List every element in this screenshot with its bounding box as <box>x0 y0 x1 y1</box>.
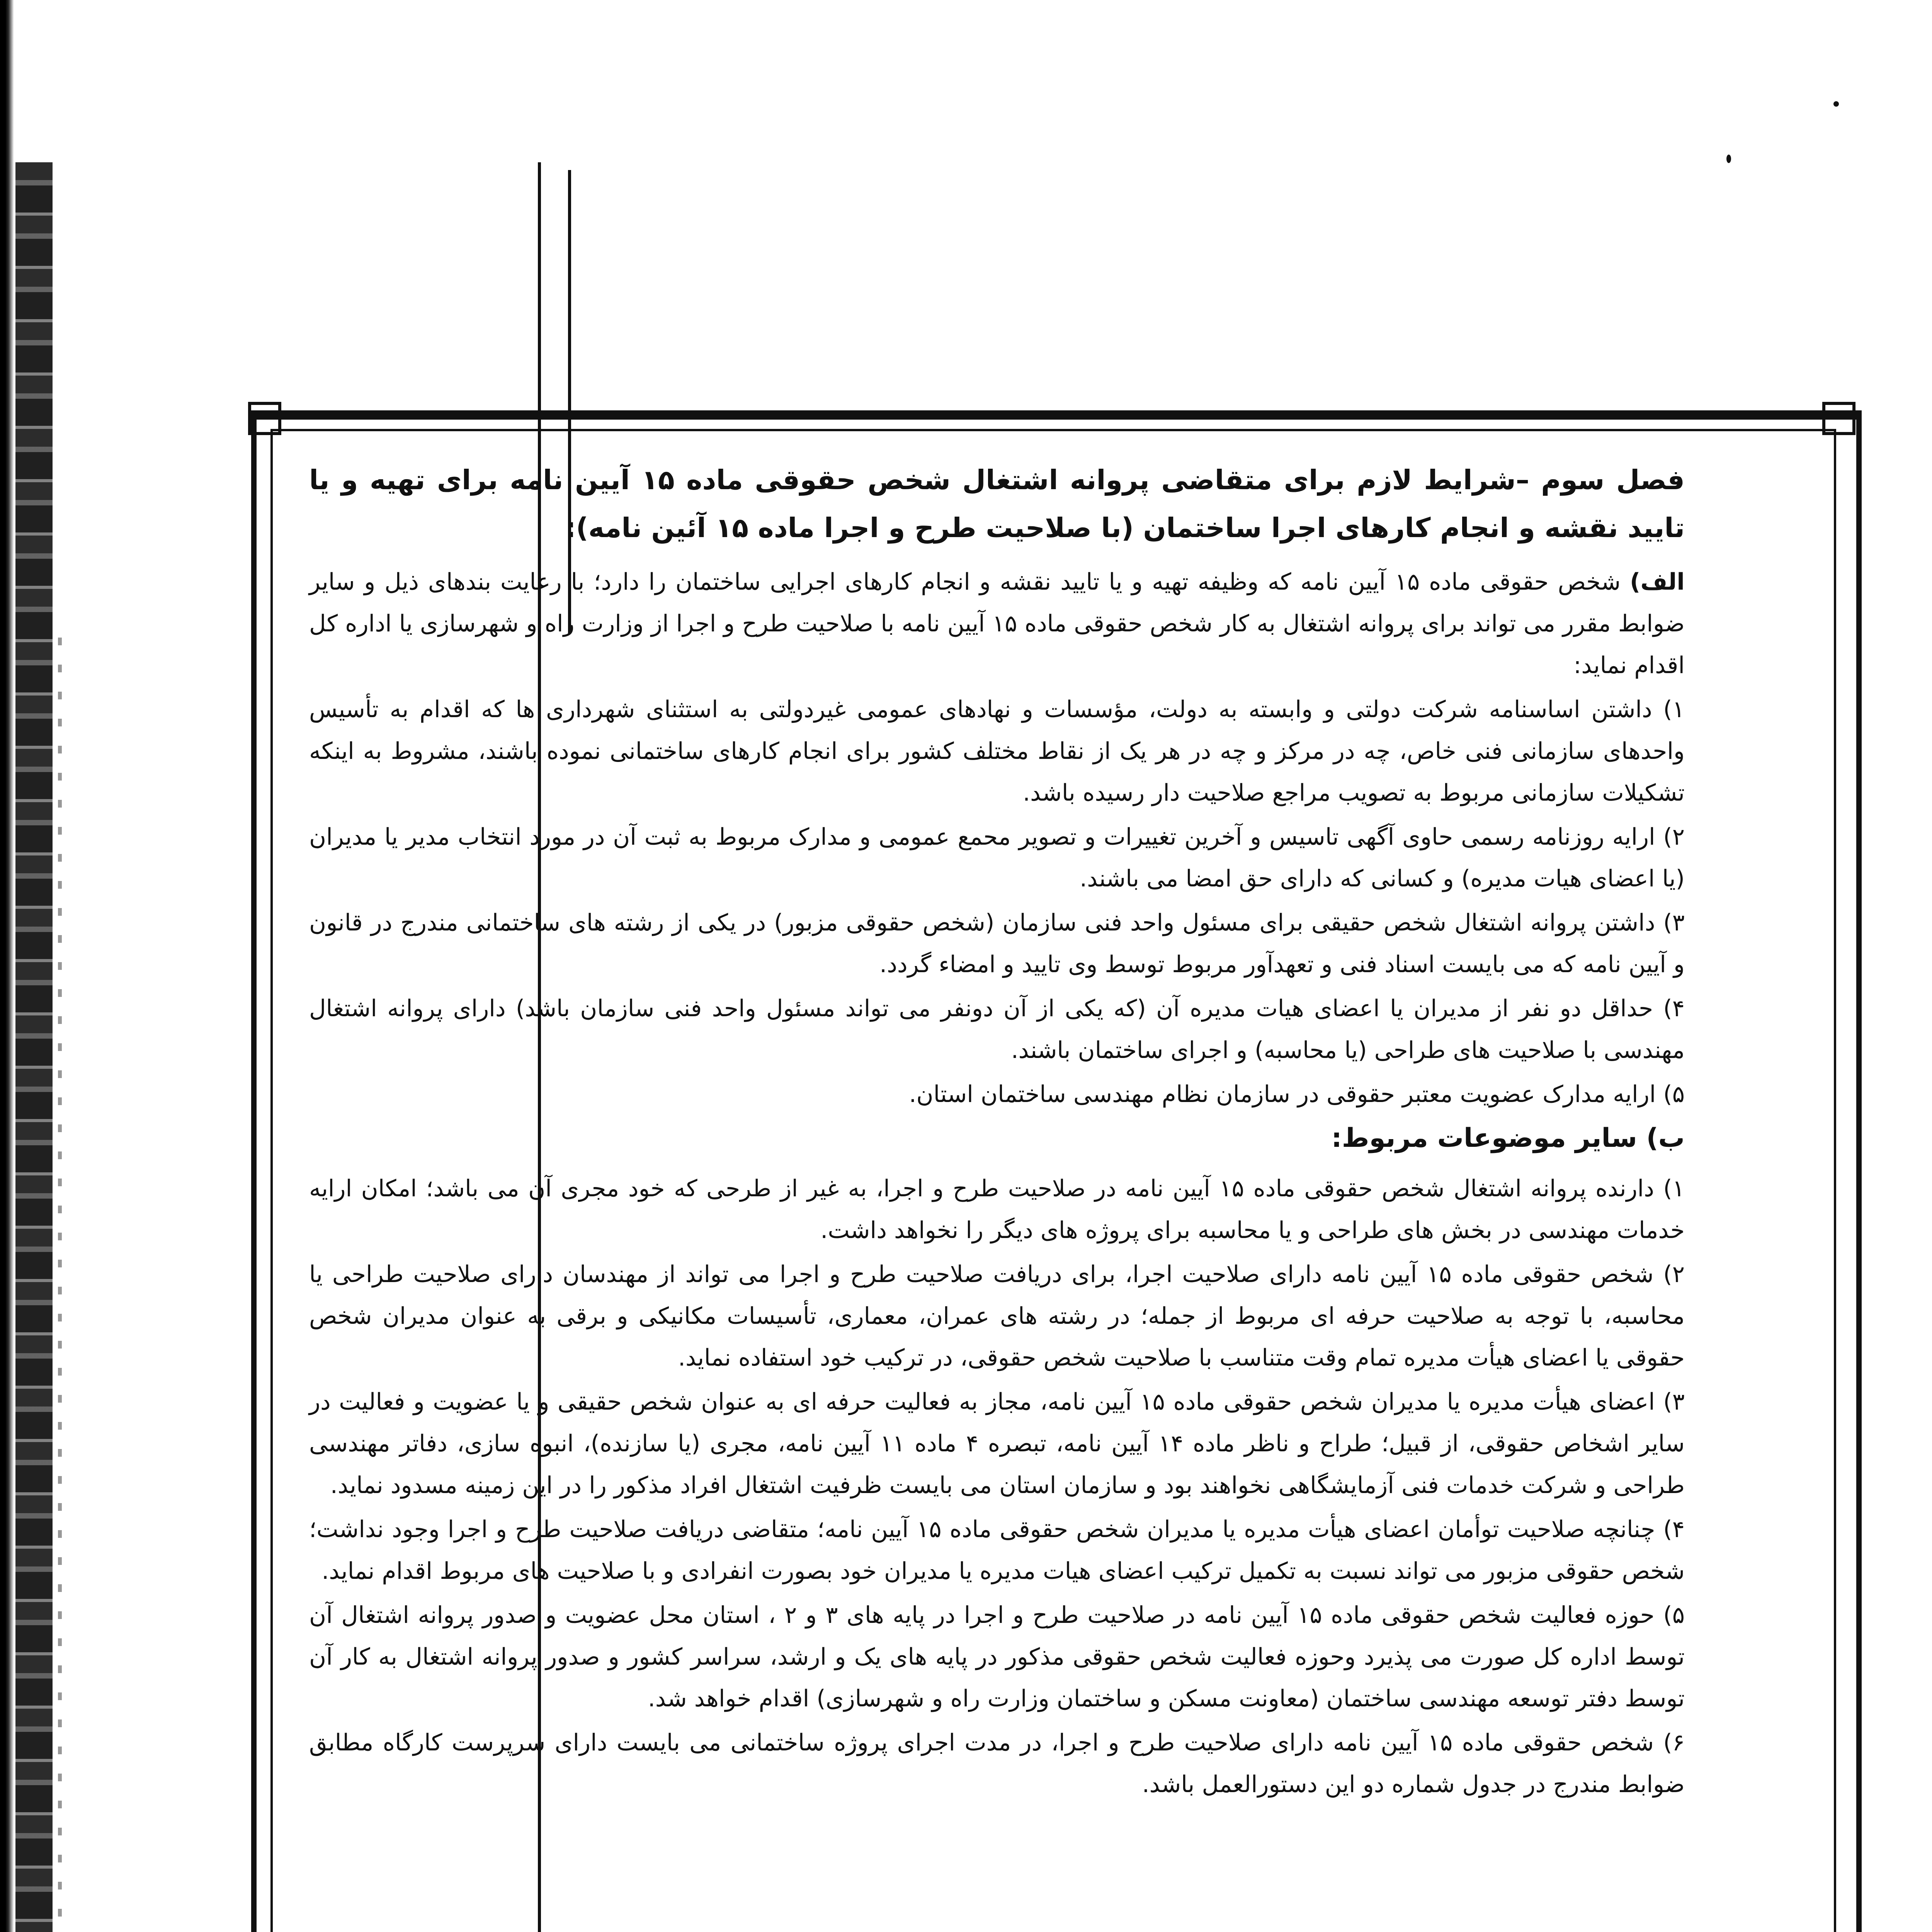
section-b-heading: ب) سایر موضوعات مربوط: <box>1331 1123 1685 1153</box>
section-a-item-5: ۵) ارایه مدارک عضویت معتبر حقوقی در سازمان نظام مهندسی ساختمان استان. <box>909 1081 1685 1108</box>
section-a-item-4: ۴) حداقل دو نفر از مدیران یا اعضای هیات مدیره آن (که یکی از آن دونفر می تواند مسئول واحد فنی سازمان باشد) دارای پروانه اشتغال مهندسی با صلاحیت های طراحی (یا محاسبه) و اجرای ساختمان باشند. <box>309 995 1685 1064</box>
section-a-item-2: ۲) ارایه روزنامه رسمی حاوی آگهی تاسیس و آخرین تغییرات و تصویر محمع عمومی و مدارک مربوط به ثبت آن در مورد انتخاب مدیر یا مدیران (یا اعضای هیات مدیره) و کسانی که دارای حق امضا می باشند. <box>309 823 1685 892</box>
scan-strip-artifact <box>58 638 62 1932</box>
section-b-item-3: ۳) اعضای هیأت مدیره یا مدیران شخص حقوقی ماده ۱۵ آیین نامه، مجاز به فعالیت حرفه ای به عنوان شخص حقیقی و یا عضویت و فعالیت در سایر اشخاص حقوقی، از قبیل؛ طراح و ناظر ماده ۱۴ آیین نامه، تبصره ۴ ماده ۱۱ آیین نامه، مجری (یا سازنده)، انبوه سازی، دفاتر مهندسی طراحی و شرکت خدمات فنی آزمایشگاهی نخواهند بود و سازمان استان می بایست ظرفیت اشتغال افراد مذکور را در این زمینه مسدود نماید. <box>309 1388 1685 1499</box>
frame-corner <box>1822 402 1855 435</box>
section-a-intro <box>309 561 1685 686</box>
section-b-item-4: ۴) چنانچه صلاحیت توأمان اعضای هیأت مدیره یا مدیران شخص حقوقی ماده ۱۵ آیین نامه؛ متقاضی دریافت صلاحیت طرح و اجرا وجود نداشت؛ شخص حقوقی مزبور می تواند نسبت به تکمیل ترکیب اعضای هیات مدیره یا مدیران خود بصورت انفرادی و با صلاحیت های مربوط اقدام نماید. <box>309 1516 1685 1585</box>
scan-speck <box>1833 101 1839 107</box>
section-b-item-6: ۶) شخص حقوقی ماده ۱۵ آیین نامه دارای صلاحیت طرح و اجرا، در مدت اجرای پروژه ساختمانی می بایست دارای سرپرست کارگاه مطابق ضوابط مندرج در جدول شماره دو این دستورالعمل باشد. <box>309 1729 1685 1798</box>
section-b-item-2: ۲) شخص حقوقی ماده ۱۵ آیین نامه دارای صلاحیت اجرا، برای دریافت صلاحیت طرح و اجرا می تواند از مهندسان دارای صلاحیت طراحی یا محاسبه، با توجه به صلاحیت حرفه ای مربوط از جمله؛ در رشته های عمران، معماری، تأسیسات مکانیکی و برقی به عنوان مدیران شخص حقوقی یا اعضای هیأت مدیره تمام وقت متناسب با صلاحیت شخص حقوقی، در ترکیب خود استفاده نماید. <box>309 1261 1685 1371</box>
section-a-text: شخص حقوقی ماده ۱۵ آیین نامه که وظیفه تهیه و یا تایید نقشه و انجام کارهای اجرایی ساختمان را دارد؛ با رعایت بندهای ذیل و سایر ضوابط مقرر می تواند برای پروانه اشتغال به کار شخص حقوقی ماده ۱۵ آیین نامه با صلاحیت طرح و اجرا از وزارت راه و شهرسازی یا اداره کل اقدام نماید: <box>309 568 1685 679</box>
section-a-item-1: ۱) داشتن اساسنامه شرکت دولتی و وابسته به دولت، مؤسسات و نهادهای عمومی غیردولتی به استثنای شهرداری ها که اقدام به تأسیس واحدهای سازمانی فنی خاص، چه در مرکز و چه در هر یک از نقاط مختلف کشور برای انجام کارهای ساختمانی نموده باشند، مشروط به اینکه تشکیلات سازمانی مربوط به تصویب مراجع صلاحیت دار رسیده باشد. <box>309 696 1685 806</box>
section-a-label: الف) <box>1630 568 1685 595</box>
section-b-item-5: ۵) حوزه فعالیت شخص حقوقی ماده ۱۵ آیین نامه در صلاحیت طرح و اجرا در پایه های ۳ و ۲ ، استان محل عضویت و صدور پروانه اشتغال آن توسط اداره کل صورت می پذیرد وحوزه فعالیت شخص حقوقی مذکور در پایه های یک و ارشد، سراسر کشور و صدور پروانه اشتغال به کار آن توسط دفتر توسعه مهندسی ساختمان (معاونت مسکن و ساختمان وزارت راه و شهرسازی) اقدام خواهد شد. <box>309 1602 1685 1712</box>
scan-strip-artifact <box>15 162 53 1932</box>
page-title: فصل سوم –شرایط لازم برای متقاضی پروانه اشتغال شخص حقوقی ماده ۱۵ آیین نامه برای تهیه و یا تایید نقشه و انجام کارهای اجرا ساختمان (با صلاحیت طرح و اجرا ماده ۱۵ آئین نامه): <box>309 464 1685 544</box>
section-b-item-1: ۱) دارنده پروانه اشتغال شخص حقوقی ماده ۱۵ آیین نامه در صلاحیت طرح و اجرا، به غیر از طرحی که خود مجری آن می باشد؛ امکان ارایه خدمات مهندسی در بخش های طراحی و یا محاسبه برای پروژه های دیگر را نخواهد داشت. <box>309 1175 1685 1244</box>
frame-corner <box>248 402 281 435</box>
section-a-item-3: ۳) داشتن پروانه اشتغال شخص حقیقی برای مسئول واحد فنی سازمان (شخص حقوقی مزبور) در یکی از رشته های ساختمانی مندرج در قانون و آیین نامه که می بایست اسناد فنی و تعهدآور مربوط توسط وی تایید و امضاء گردد. <box>309 909 1685 978</box>
scan-speck <box>1726 155 1731 163</box>
scan-edge-artifact <box>0 0 14 1932</box>
document-body <box>309 456 1685 1808</box>
